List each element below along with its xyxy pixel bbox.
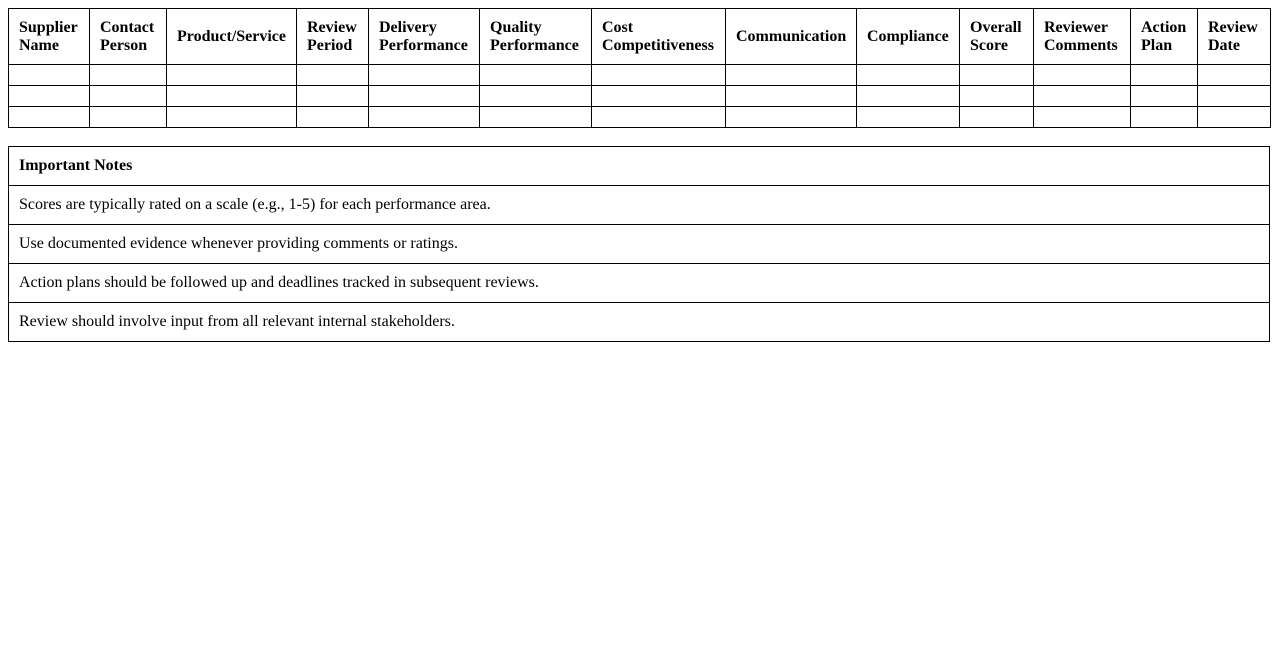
table-row [9, 107, 1271, 128]
table-cell [1034, 65, 1131, 86]
table-cell [960, 86, 1034, 107]
table-cell [9, 86, 90, 107]
table-cell [297, 107, 369, 128]
table-cell [726, 65, 857, 86]
table-cell [369, 65, 480, 86]
list-item [9, 264, 1270, 303]
column-header-quality-performance: Quality Performance [480, 9, 592, 65]
table-cell [1131, 107, 1198, 128]
column-header-product-service: Product/Service [167, 9, 297, 65]
column-header-reviewer-comments: Reviewer Comments [1034, 9, 1131, 65]
table-cell [167, 86, 297, 107]
column-header-supplier-name: Supplier Name [9, 9, 90, 65]
important-notes-table [8, 146, 1270, 342]
table-cell [9, 65, 90, 86]
supplier-review-table [8, 8, 1271, 128]
table-cell [726, 86, 857, 107]
table-cell [592, 86, 726, 107]
table-cell [1198, 107, 1271, 128]
table-cell [480, 86, 592, 107]
table-cell [857, 65, 960, 86]
column-header-overall-score: Overall Score [960, 9, 1034, 65]
table-cell [90, 107, 167, 128]
note-text: Action plans should be followed up and deadlines tracked in subsequent reviews. [9, 264, 1270, 303]
table-cell [297, 86, 369, 107]
column-header-compliance: Compliance [857, 9, 960, 65]
table-cell [592, 107, 726, 128]
table-cell [1131, 65, 1198, 86]
column-header-delivery-performance: Delivery Performance [369, 9, 480, 65]
list-item [9, 225, 1270, 264]
table-cell [297, 65, 369, 86]
list-item [9, 303, 1270, 342]
table-cell [369, 86, 480, 107]
table-row [9, 65, 1271, 86]
table-cell [369, 107, 480, 128]
note-text: Review should involve input from all relevant internal stakeholders. [9, 303, 1270, 342]
column-header-cost-competitiveness: Cost Competitiveness [592, 9, 726, 65]
column-header-contact-person: Contact Person [90, 9, 167, 65]
table-header-row [9, 9, 1271, 65]
table-row [9, 86, 1271, 107]
document-page [8, 8, 1270, 342]
list-item [9, 186, 1270, 225]
table-cell [726, 107, 857, 128]
table-cell [1131, 86, 1198, 107]
table-cell [90, 65, 167, 86]
table-cell [857, 86, 960, 107]
table-cell [857, 107, 960, 128]
note-text: Use documented evidence whenever providing comments or ratings. [9, 225, 1270, 264]
table-cell [9, 107, 90, 128]
table-cell [480, 65, 592, 86]
table-cell [1034, 107, 1131, 128]
table-cell [167, 107, 297, 128]
notes-title-row [9, 147, 1270, 186]
table-cell [960, 107, 1034, 128]
table-cell [167, 65, 297, 86]
notes-title: Important Notes [9, 147, 1270, 186]
column-header-action-plan: Action Plan [1131, 9, 1198, 65]
table-cell [1198, 86, 1271, 107]
column-header-review-date: Review Date [1198, 9, 1271, 65]
table-cell [1034, 86, 1131, 107]
table-cell [960, 65, 1034, 86]
table-cell [592, 65, 726, 86]
column-header-review-period: Review Period [297, 9, 369, 65]
table-cell [1198, 65, 1271, 86]
note-text: Scores are typically rated on a scale (e.g., 1-5) for each performance area. [9, 186, 1270, 225]
table-cell [90, 86, 167, 107]
table-cell [480, 107, 592, 128]
column-header-communication: Communication [726, 9, 857, 65]
